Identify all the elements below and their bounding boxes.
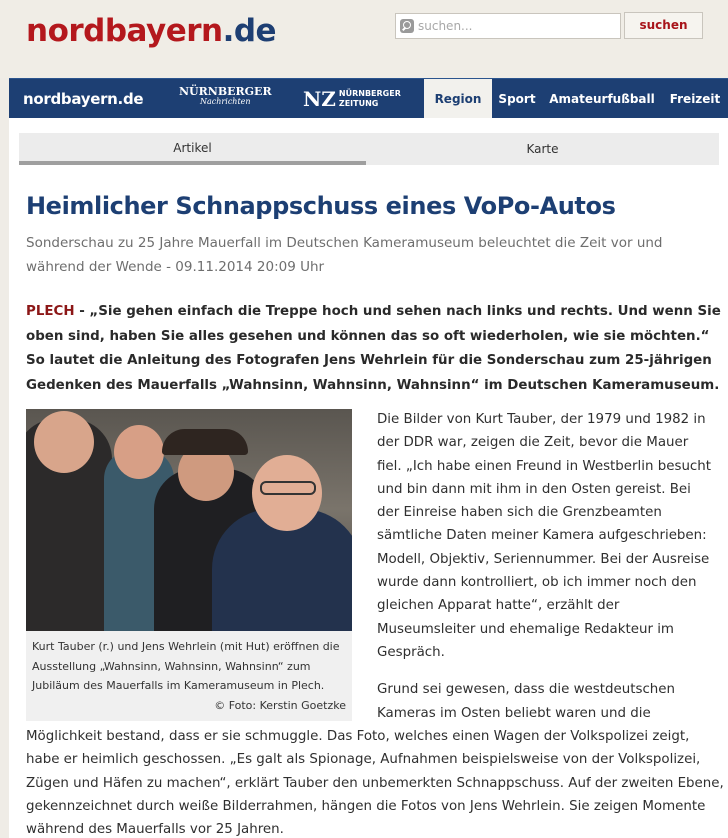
search-box[interactable] [395,13,621,39]
article-paragraph-start: Grund sei gewesen, dass die westdeutschen Kameras im Osten beliebt waren und die [377,682,676,721]
article-title: Heimlicher Schnappschuss eines VoPo-Autos [26,192,616,220]
nz-logo-text: NÜRNBERGER ZEITUNG [338,89,401,108]
article-column-text [377,408,717,739]
nn-title: NÜRNBERGER [179,85,272,98]
photo-caption [26,631,352,721]
caption-text: Kurt Tauber (r.) und Jens Wehrlein (mit Hut) eröffnen die Ausstellung „Wahnsinn, Wahnsinn, Wahnsinn“ zum Jubiläum des Mauerfalls im Kameramuseum in Plech. [32,640,340,692]
logo-main-text: nordbayern [26,13,223,49]
nav-brand-nordbayern[interactable]: nordbayern.de [23,90,144,108]
article-subtitle: Sonderschau zu 25 Jahre Mauerfall im Deutschen Kameramuseum beleuchtet die Zeit vor und während der Wende - 09.11.2014 20:09 Uhr [26,235,663,275]
nav-tab-freizeit[interactable]: Freizeit [669,92,721,106]
article-paragraph-continued: Möglichkeit bestand, dass er sie schmuggle. Das Foto, welches einen Wagen der Volkspolizei zeigt, habe er heimlich geschossen. „Es galt als Spionage, Aufnahmen beispielsweise von der Volkspolizei, Zügen und Häfen zu machen“, erklärt Tauber den unbemerkten Schnappschuss. Auf der zweiten Ebene, gekennzeichnet durch weiße Bilderrahmen, hängen die Fotos von Jens Wehrlein. Sie zeigen Momente während des Mauerfalls vor 25 Jahren. [26,729,724,838]
nav-tab-region[interactable]: Region [424,79,492,119]
search-button[interactable]: suchen [624,12,703,39]
nn-subtitle: Nachrichten [200,97,251,106]
nav-tab-amateurfussball[interactable]: Amateurfußball [549,92,655,106]
nav-brand-nuernberger-zeitung[interactable] [303,88,401,110]
search-input[interactable] [418,17,618,35]
nz-logo-letters: NZ [303,87,336,111]
article-photo[interactable] [26,409,352,631]
dateline-location: PLECH [26,304,75,319]
main-navigation [9,78,728,118]
article-paragraph: Die Bilder von Kurt Tauber, der 1979 und 1982 in der DDR war, zeigen die Zeit, bevor die Mauer fiel. „Ich habe einen Freund in Westberlin besucht und bin dann mit ihm in den Osten gereist. Bei der Einreise haben sich die Grenzbeamten sämtliche Daten meiner Kamera aufgeschrieben: Modell, Objektiv, Seriennummer. Bei der Ausreise wurde dann kontrolliert, ob ich immer noch den gleichen Apparat hatte“, erzählt der Museumsleiter und ehemalige Redakteur im Gespräch. [377,412,712,660]
search-icon [400,19,414,33]
article-panel [9,118,728,838]
site-header [0,0,728,78]
logo-domain-text: .de [222,13,277,49]
article-lead [26,300,721,398]
nav-tab-sport[interactable]: Sport [498,92,536,106]
photo-credit: © Foto: Kerstin Goetzke [214,698,346,712]
subtab-artikel[interactable]: Artikel [19,133,366,165]
article-subtabs [19,133,719,165]
nav-brand-nuernberger-nachrichten[interactable] [179,87,272,106]
site-logo[interactable] [26,13,276,49]
subtab-karte[interactable]: Karte [366,133,719,165]
lead-text: - „Sie gehen einfach die Treppe hoch und sehen nach links und rechts. Und wenn Sie oben sind, haben Sie alles gesehen und können das so oft wiederholen, wie sie möchten.“ So lautet die Anleitung des Fotografen Jens Wehrlein für die Sonderschau zum 25-jährigen Gedenken des Mauerfalls „Wahnsinn, Wahnsinn, Wahnsinn“ im Deutschen Kameramuseum. [26,304,721,393]
